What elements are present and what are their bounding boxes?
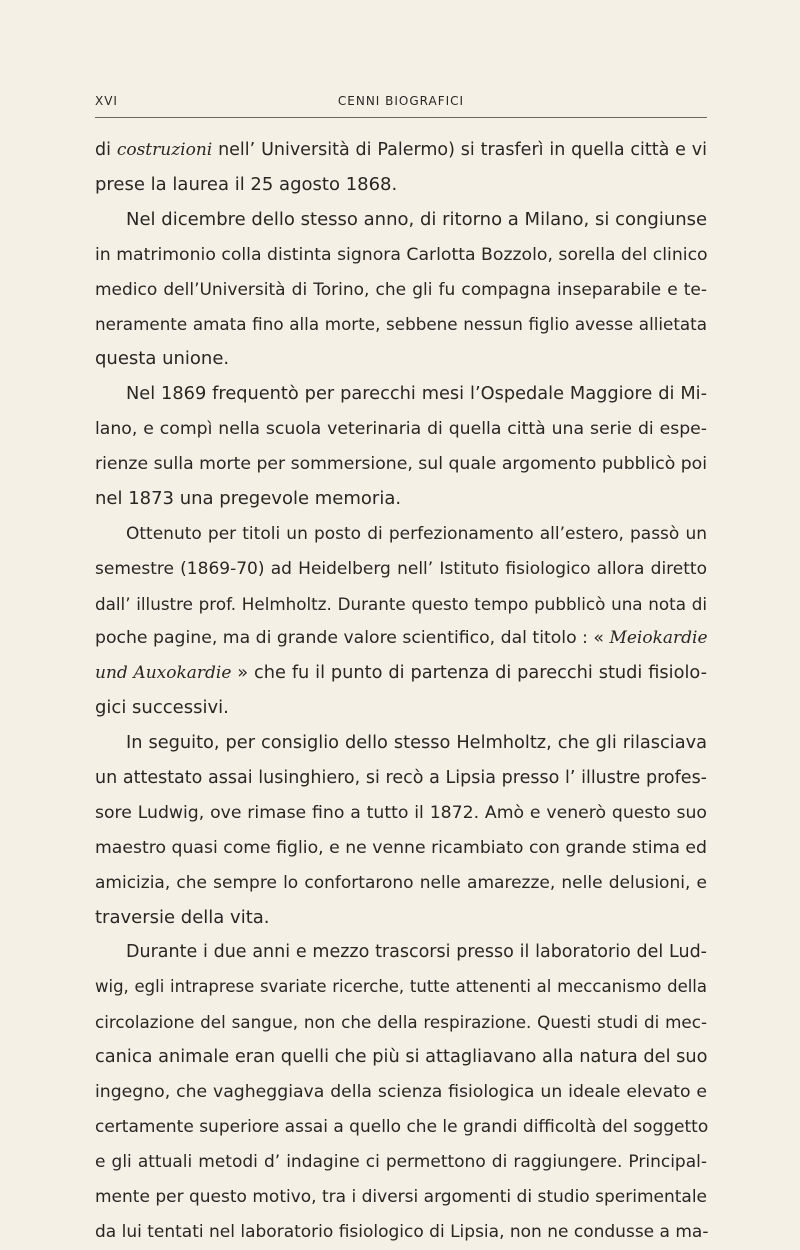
text-line: traversie della vita.	[95, 906, 270, 928]
text-line: neramente amata fino alla morte, sebbene nessun figlio avesse allietata	[95, 314, 707, 335]
header-rule	[95, 117, 707, 118]
text-line: wig, egli intraprese svariate ricerche, tutte attenenti al meccanismo della	[95, 977, 707, 997]
text-line: Nel dicembre dello stesso anno, di ritorno a Milano, si congiunse	[126, 208, 708, 230]
text-line: lano, e compì nella scuola veterinaria di quella città una serie di espe-	[95, 419, 707, 440]
text-line: medico dell’Università di Torino, che gli fu compagna inseparabile e te-	[95, 279, 707, 300]
text-line: rienze sulla morte per sommersione, sul quale argomento pubblicò poi	[95, 454, 708, 475]
page-number: XVI	[95, 94, 118, 108]
text-line: In seguito, per consiglio dello stesso Helmholtz, che gli rilasciava	[126, 733, 707, 754]
text-line: in matrimonio colla distinta signora Carlotta Bozzolo, sorella del clinico	[95, 244, 708, 265]
text-line: questa unione.	[95, 348, 230, 370]
text-line: sore Ludwig, ove rimase fino a tutto il 1872. Amò e venerò questo suo	[95, 802, 707, 823]
text-line: amicizia, che sempre lo confortarono nelle amarezze, nelle delusioni, e	[95, 872, 707, 893]
text-line: e gli attuali metodi d’ indagine ci permettono di raggiungere. Principal-	[95, 1151, 707, 1172]
running-header	[95, 94, 707, 110]
text-line: ingegno, che vagheggiava della scienza fisiologica un ideale elevato e	[95, 1082, 707, 1103]
text-line: un attestato assai lusinghiero, si recò a Lipsia presso l’ illustre profes-	[95, 768, 707, 789]
text-line: poche pagine, ma di grande valore scientifico, dal titolo : « Meiokardie	[95, 628, 708, 649]
text-line: mente per questo motivo, tra i diversi argomenti di studio sperimentale	[95, 1186, 707, 1207]
text-line: certamente superiore assai a quello che le grandi difficoltà del soggetto	[95, 1116, 709, 1137]
text-line: maestro quasi come figlio, e ne venne ricambiato con grande stima ed	[95, 837, 707, 858]
text-line: di costruzioni nell’ Università di Palermo) si trasferì in quella città e vi	[95, 140, 707, 160]
text-line: Durante i due anni e mezzo trascorsi presso il laboratorio del Lud-	[126, 942, 707, 963]
text-line: Nel 1869 frequentò per parecchi mesi l’Ospedale Maggiore di Mi-	[126, 384, 707, 405]
text-line: semestre (1869-70) ad Heidelberg nell’ Istituto fisiologico allora diretto	[95, 558, 707, 579]
text-line: circolazione del sangue, non che della respirazione. Questi studi di mec-	[95, 1012, 707, 1033]
text-line: canica animale eran quelli che più si attagliavano alla natura del suo	[95, 1047, 708, 1068]
text-line: prese la laurea il 25 agosto 1868.	[95, 173, 398, 195]
text-line: Ottenuto per titoli un posto di perfezionamento all’estero, passò un	[126, 523, 707, 544]
running-title: CENNI BIOGRAFICI	[337, 94, 465, 108]
text-line: und Auxokardie » che fu il punto di partenza di parecchi studi fisiolo-	[95, 663, 707, 684]
text-line: dall’ illustre prof. Helmholtz. Durante questo tempo pubblicò una nota di	[95, 593, 707, 614]
text-line: gici successivi.	[95, 697, 229, 719]
body-text	[95, 133, 707, 1250]
text-line: nel 1873 una pregevole memoria.	[95, 487, 402, 509]
text-line: da lui tentati nel laboratorio fisiologico di Lipsia, non ne condusse a ma-	[95, 1221, 709, 1242]
